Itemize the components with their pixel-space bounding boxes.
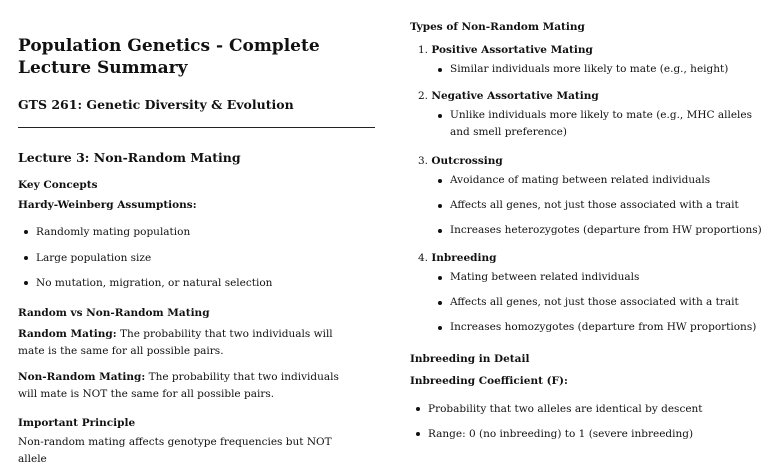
course-title: GTS 261: Genetic Diversity & Evolution xyxy=(18,97,294,112)
random-vs-nonrandom-heading: Random vs Non-Random Mating xyxy=(18,307,210,319)
type-name: Outcrossing xyxy=(431,155,503,167)
type-number: 2. xyxy=(418,90,429,102)
important-principle-text: Non-random mating affects genotype frequencies but NOT allele xyxy=(18,436,332,465)
random-mating-text: The probability that two individuals will mate is the same for all possible pairs. xyxy=(18,328,333,357)
list-item: Affects all genes, not just those associated with a trait xyxy=(434,197,770,214)
types-heading: Types of Non-Random Mating xyxy=(410,21,585,33)
type-number: 4. xyxy=(418,252,429,264)
list-item: Range: 0 (no inbreeding) to 1 (severe inbreeding) xyxy=(410,427,693,441)
divider xyxy=(18,127,375,128)
inbreeding-detail-heading: Inbreeding in Detail xyxy=(410,353,530,365)
hw-assumptions-heading: Hardy-Weinberg Assumptions: xyxy=(18,199,197,211)
type-number: 3. xyxy=(418,155,429,167)
inbreeding-coefficient-heading: Inbreeding Coefficient (F): xyxy=(410,375,568,387)
random-mating-definition xyxy=(18,326,358,360)
type-item xyxy=(418,43,593,57)
list-item: Affects all genes, not just those associated with a trait xyxy=(434,294,770,311)
document-title: Population Genetics - Complete Lecture Summary xyxy=(18,36,320,78)
list-item: Mating between related individuals xyxy=(434,269,770,286)
lecture-title: Lecture 3: Non-Random Mating xyxy=(18,150,241,165)
type-item xyxy=(418,89,599,103)
list-item: Increases homozygotes (departure from HW proportions) xyxy=(434,319,770,336)
list-item: Unlike individuals more likely to mate (e.g., MHC alleles and smell preference) xyxy=(434,107,770,141)
nonrandom-mating-definition xyxy=(18,369,358,403)
random-mating-label: Random Mating: xyxy=(18,328,117,340)
important-principle-heading: Important Principle xyxy=(18,417,136,429)
type-item xyxy=(418,154,503,168)
type-number: 1. xyxy=(418,44,429,56)
list-item: Avoidance of mating between related individuals xyxy=(434,172,770,189)
type-name: Inbreeding xyxy=(431,252,497,264)
list-item: Large population size xyxy=(18,251,151,265)
type-name: Negative Assortative Mating xyxy=(431,90,599,102)
type-name: Positive Assortative Mating xyxy=(431,44,593,56)
list-item: Probability that two alleles are identical by descent xyxy=(410,402,703,416)
list-item: Randomly mating population xyxy=(18,225,190,239)
list-item: Similar individuals more likely to mate (e.g., height) xyxy=(434,61,770,78)
list-item: Increases heterozygotes (departure from HW proportions) xyxy=(434,222,770,239)
type-item xyxy=(418,251,496,265)
key-concepts-heading: Key Concepts xyxy=(18,179,98,191)
list-item: No mutation, migration, or natural selection xyxy=(18,276,272,290)
nonrandom-mating-label: Non-Random Mating: xyxy=(18,371,146,383)
nonrandom-mating-text: The probability that two individuals will mate is NOT the same for all possible pairs. xyxy=(18,371,339,400)
